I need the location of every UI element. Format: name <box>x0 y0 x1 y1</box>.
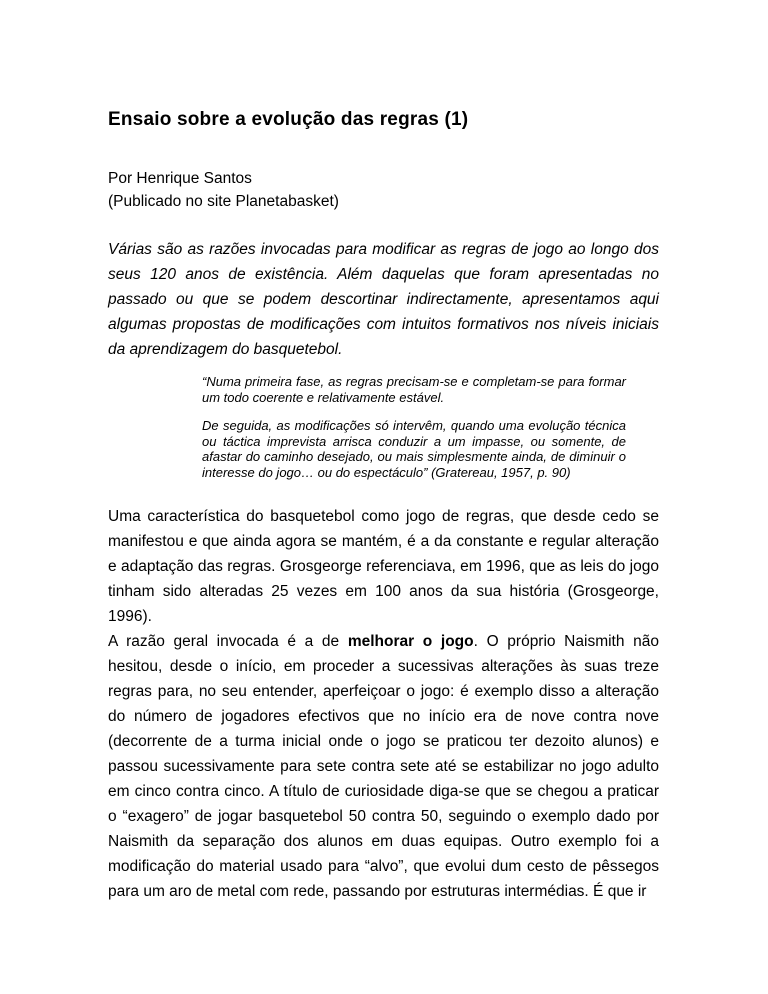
document-title: Ensaio sobre a evolução das regras (1) <box>108 109 469 130</box>
publication-note: (Publicado no site Planetabasket) <box>108 192 339 210</box>
byline-block <box>108 168 660 213</box>
quote-block <box>202 374 626 481</box>
body-paragraph-2-lead: A razão geral invocada é a de <box>108 633 348 650</box>
intro-paragraph: Várias são as razões invocadas para modificar as regras de jogo ao longo dos seus 120 anos de existência. Além daquelas que foram apresentadas no passado ou que se podem descortinar indirectamente, apresentamos aqui algumas propostas de modificações com intuitos formativos nos níveis iniciais da aprendizagem do basquetebol. <box>108 241 659 358</box>
body-text <box>108 504 659 904</box>
body-paragraph-2-bold-phrase: melhorar o jogo <box>347 633 474 650</box>
quote-paragraph-2: De seguida, as modificações só intervêm, quando uma evolução técnica ou táctica imprevista arrisca conduzir a um impasse, ou somente, de afastar do caminho desejado, ou mais simplesmente ainda, de diminuir o interesse do jogo… ou do espectáculo” (Gratereau, 1957, p. 90) <box>202 418 626 480</box>
quote-paragraph-1: “Numa primeira fase, as regras precisam-se e completam-se para formar um todo coerente e relativamente estável. <box>202 374 626 405</box>
body-paragraph-1: Uma característica do basquetebol como jogo de regras, que desde cedo se manifestou e que ainda agora se mantém, é a da constante e regular alteração e adaptação das regras. Grosgeorge referenciava, em 1996, que as leis do jogo tinham sido alteradas 25 vezes em 100 anos da sua história (Grosgeorge, 1996). <box>108 508 659 625</box>
body-paragraph-2-rest: . O próprio Naismith não hesitou, desde o início, em proceder a sucessivas alterações às suas treze regras para, no seu entender, aperfeiçoar o jogo: é exemplo disso a alteração do número de jogadores efectivos que no início era de nove contra nove (decorrente de a turma inicial onde o jogo se praticou ter dezoito alunos) e passou sucessivamente para sete contra sete até se estabilizar no jogo adulto em cinco contra cinco. A título de curiosidade diga-se que se chegou a praticar o “exagero” de jogar basquetebol 50 contra 50, seguindo o exemplo dado por Naismith da separação dos alunos em duas equipas. Outro exemplo foi a modificação do material usado para “alvo”, que evolui dum cesto de pêssegos para um aro de metal com rede, passando por estruturas intermédias. É que ir <box>108 633 659 900</box>
author-byline: Por Henrique Santos <box>108 170 252 187</box>
body-paragraph-2 <box>108 629 659 904</box>
